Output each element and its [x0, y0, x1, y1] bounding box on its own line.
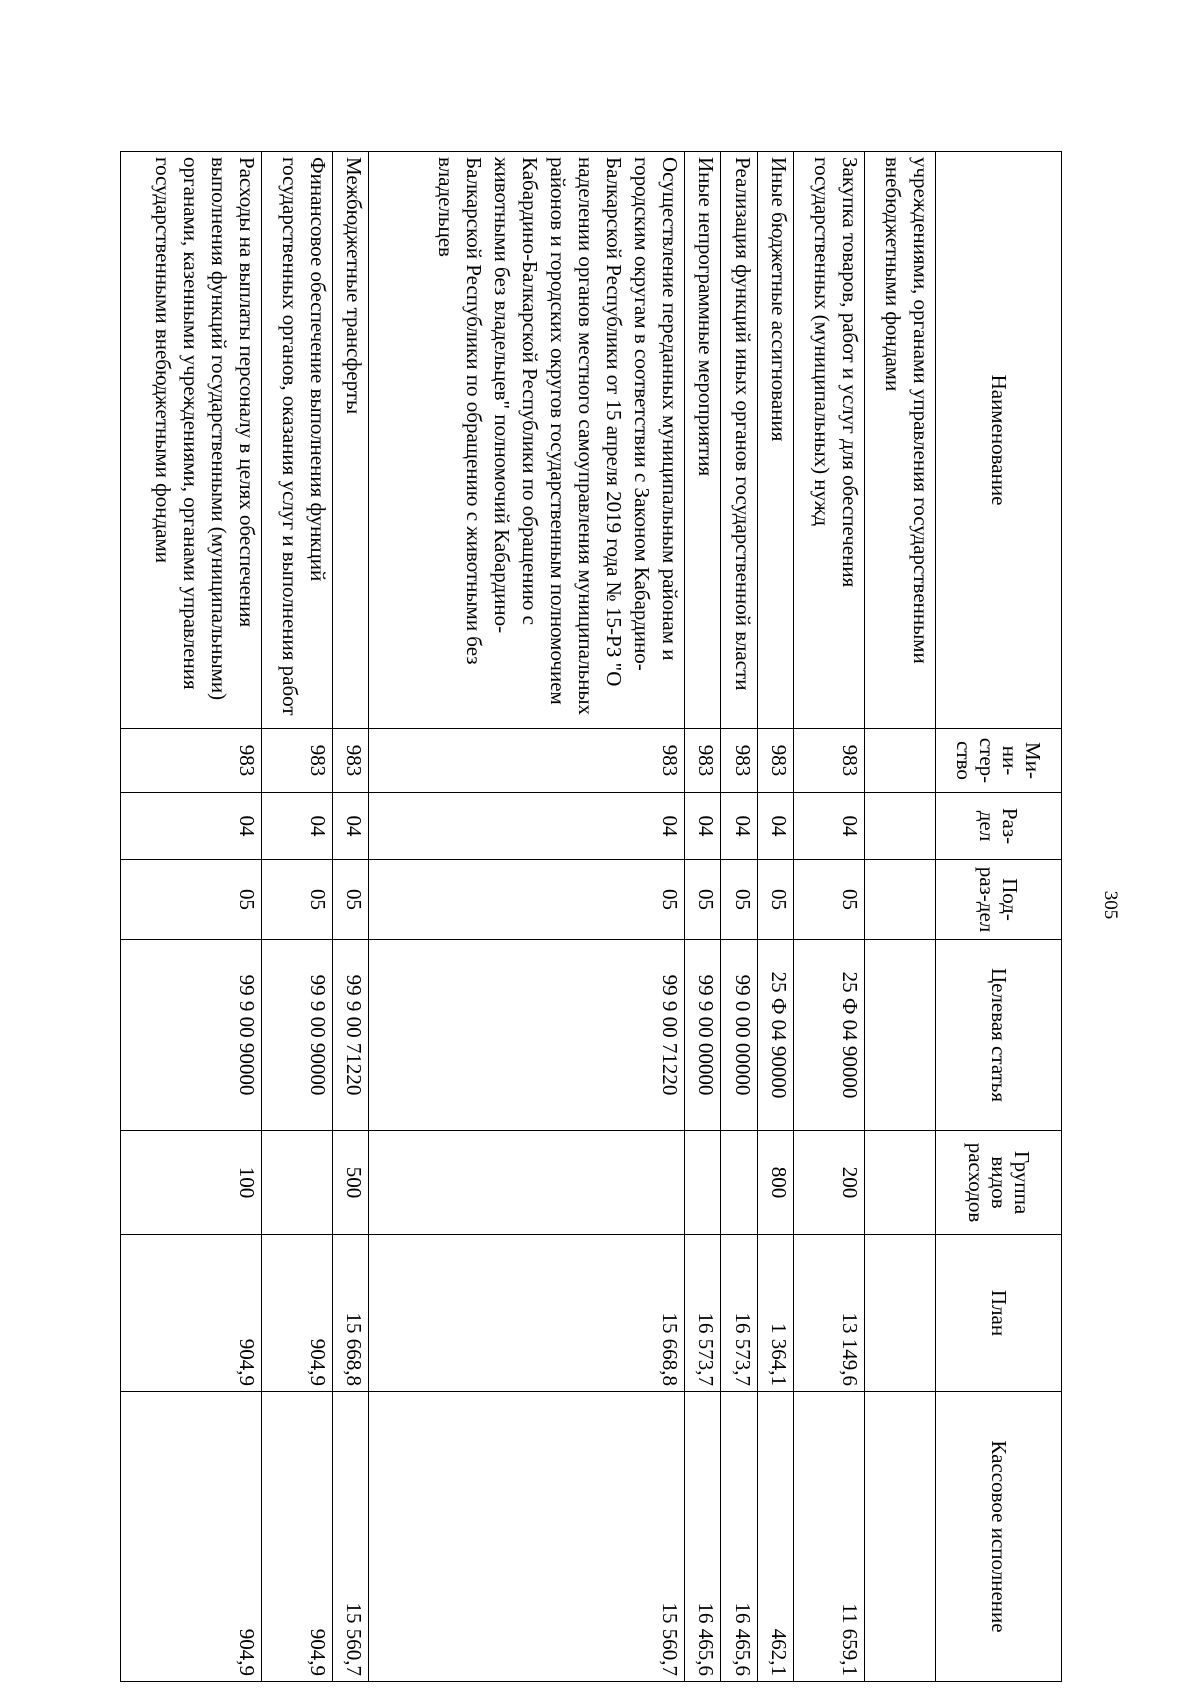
cell-name: Финансовое обеспечение выполнения функций государственных органов, оказания услуг и выполнения работ [262, 152, 333, 729]
cell-exec [864, 1392, 935, 1682]
table-row [757, 152, 793, 1682]
header-name: Наименование [936, 152, 1062, 729]
cell-subsection: 05 [333, 860, 369, 940]
cell-plan: 16 573,7 [721, 1235, 757, 1392]
cell-target: 99 9 00 90000 [262, 940, 333, 1131]
header-exec: Кассовое исполнение [936, 1392, 1062, 1682]
cell-group: 800 [757, 1131, 793, 1235]
cell-target: 25 Ф 04 90000 [757, 940, 793, 1131]
cell-group [864, 1131, 935, 1235]
cell-subsection: 05 [793, 860, 864, 940]
cell-group [369, 1131, 685, 1235]
table-row [333, 152, 369, 1682]
cell-exec: 16 465,6 [685, 1392, 721, 1682]
cell-plan: 904,9 [121, 1235, 262, 1392]
cell-target: 25 Ф 04 90000 [793, 940, 864, 1131]
header-group: Группа видов расходов [936, 1131, 1062, 1235]
budget-table-container [120, 151, 1062, 1681]
cell-group: 500 [333, 1131, 369, 1235]
table-row [121, 152, 262, 1682]
cell-subsection: 05 [721, 860, 757, 940]
cell-exec: 15 560,7 [369, 1392, 685, 1682]
cell-exec: 904,9 [262, 1392, 333, 1682]
cell-section: 04 [121, 793, 262, 860]
cell-ministry: 983 [757, 729, 793, 793]
cell-name: Иные непрограммные мероприятия [685, 152, 721, 729]
header-target: Целевая статья [936, 940, 1062, 1131]
cell-target [864, 940, 935, 1131]
table-row [685, 152, 721, 1682]
cell-exec: 15 560,7 [333, 1392, 369, 1682]
header-ministry: Ми-ни-стер-ство [936, 729, 1062, 793]
table-row [721, 152, 757, 1682]
cell-ministry: 983 [793, 729, 864, 793]
cell-section: 04 [793, 793, 864, 860]
cell-exec: 462,1 [757, 1392, 793, 1682]
cell-subsection: 05 [685, 860, 721, 940]
cell-section: 04 [721, 793, 757, 860]
table-body [121, 152, 936, 1682]
cell-group: 100 [121, 1131, 262, 1235]
cell-ministry: 983 [721, 729, 757, 793]
cell-target: 99 9 00 90000 [121, 940, 262, 1131]
cell-target: 99 9 00 00000 [685, 940, 721, 1131]
cell-subsection: 05 [262, 860, 333, 940]
cell-plan: 15 668,8 [333, 1235, 369, 1392]
table-row [864, 152, 935, 1682]
cell-exec: 904,9 [121, 1392, 262, 1682]
cell-section: 04 [333, 793, 369, 860]
cell-section: 04 [685, 793, 721, 860]
header-plan: План [936, 1235, 1062, 1392]
cell-plan [864, 1235, 935, 1392]
cell-plan: 1 364,1 [757, 1235, 793, 1392]
cell-ministry: 983 [262, 729, 333, 793]
cell-subsection [864, 860, 935, 940]
cell-plan: 15 668,8 [369, 1235, 685, 1392]
budget-table [120, 151, 1062, 1682]
table-header-row [936, 152, 1062, 1682]
cell-target: 99 0 00 00000 [721, 940, 757, 1131]
cell-group [262, 1131, 333, 1235]
cell-name: Расходы на выплаты персоналу в целях обеспечения выполнения функций государственными (муниципальными) органами, казенными учреждениями, органами управления государственными внебюджетными фондами [121, 152, 262, 729]
cell-section: 04 [262, 793, 333, 860]
page-number: 305 [1100, 890, 1121, 920]
header-subsection: Под-раз-дел [936, 860, 1062, 940]
cell-section [864, 793, 935, 860]
table-row [793, 152, 864, 1682]
cell-name: Иные бюджетные ассигнования [757, 152, 793, 729]
cell-exec: 11 659,1 [793, 1392, 864, 1682]
cell-group: 200 [793, 1131, 864, 1235]
cell-target: 99 9 00 71220 [333, 940, 369, 1131]
cell-subsection: 05 [757, 860, 793, 940]
cell-name: учреждениями, органами управления государственными внебюджетными фондами [864, 152, 935, 729]
cell-group [685, 1131, 721, 1235]
table-row [262, 152, 333, 1682]
cell-ministry: 983 [121, 729, 262, 793]
header-section: Раз-дел [936, 793, 1062, 860]
cell-target: 99 9 00 71220 [369, 940, 685, 1131]
cell-plan: 13 149,6 [793, 1235, 864, 1392]
cell-section: 04 [369, 793, 685, 860]
cell-section: 04 [757, 793, 793, 860]
cell-ministry: 983 [333, 729, 369, 793]
table-row [369, 152, 685, 1682]
cell-plan: 904,9 [262, 1235, 333, 1392]
cell-subsection: 05 [121, 860, 262, 940]
cell-ministry: 983 [369, 729, 685, 793]
cell-ministry [864, 729, 935, 793]
cell-ministry: 983 [685, 729, 721, 793]
cell-name: Реализация функций иных органов государственной власти [721, 152, 757, 729]
cell-plan: 16 573,7 [685, 1235, 721, 1392]
cell-name: Межбюджетные трансферты [333, 152, 369, 729]
cell-name: Осуществление переданных муниципальным районам и городским округам в соответствии с Законом Кабардино-Балкарской Республики от 15 апреля 2019 года № 15-РЗ "О наделении органов местного самоуправления муниципальных районов и городских округов государственным полномочием Кабардино-Балкарской Республики по обращению с животными без владельцев" полномочий Кабардино-Балкарской Республики по обращению с животными без владельцев [369, 152, 685, 729]
cell-name: Закупка товаров, работ и услуг для обеспечения государственных (муниципальных) нужд [793, 152, 864, 729]
cell-exec: 16 465,6 [721, 1392, 757, 1682]
cell-subsection: 05 [369, 860, 685, 940]
cell-group [721, 1131, 757, 1235]
